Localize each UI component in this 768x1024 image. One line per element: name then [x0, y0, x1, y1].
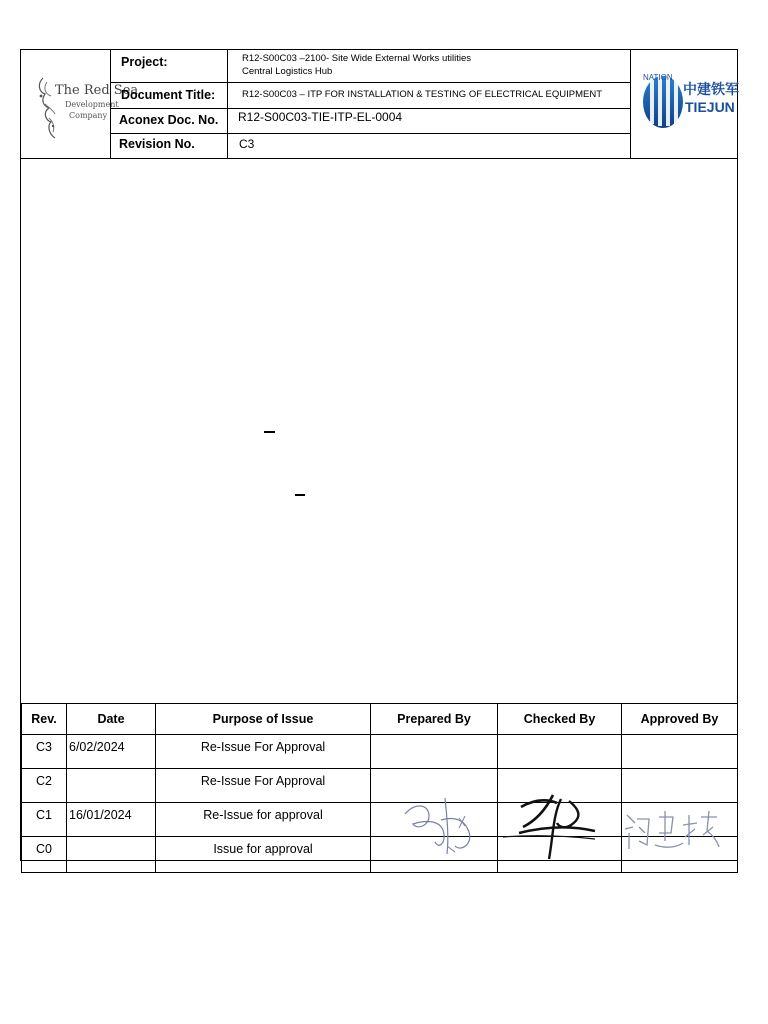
header-divider	[630, 50, 631, 158]
header-bottom-border	[21, 158, 737, 159]
handwritten-signature-prepared	[399, 790, 485, 860]
stray-dash-mark	[295, 494, 305, 496]
rev-cell: C2	[22, 769, 67, 803]
header-divider	[110, 108, 630, 109]
svg-text:The Red Sea: The Red Sea	[55, 83, 139, 98]
svg-text:TIEJUN: TIEJUN	[685, 99, 735, 115]
purpose-cell: Re-Issue For Approval	[156, 769, 371, 803]
purpose-cell: Re-Issue For Approval	[156, 735, 371, 769]
date-cell	[67, 769, 156, 803]
header-divider	[110, 133, 630, 134]
date-cell: 6/02/2024	[67, 735, 156, 769]
project-value-line1: R12-S00C03 –2100- Site Wide External Works utilities	[242, 53, 471, 64]
project-value	[242, 52, 471, 78]
project-value-line2: Central Logistics Hub	[242, 66, 333, 77]
revision-no-value: C3	[239, 137, 255, 151]
document-title-value: R12-S00C03 – ITP FOR INSTALLATION & TESTING OF ELECTRICAL EQUIPMENT	[242, 89, 603, 100]
rev-cell: C3	[22, 735, 67, 769]
red-sea-development-logo	[29, 74, 139, 144]
purpose-cell: Issue for approval	[156, 837, 371, 873]
handwritten-signature-approved-chinese	[621, 805, 725, 855]
svg-text:NATION: NATION	[643, 73, 673, 82]
table-header-row	[22, 704, 738, 735]
col-header-checked-by: Checked By	[498, 704, 622, 735]
svg-text:Company: Company	[69, 111, 108, 120]
checked-by-cell	[498, 735, 622, 769]
stray-dash-mark	[264, 431, 275, 433]
document-frame	[20, 49, 738, 861]
col-header-approved-by: Approved By	[622, 704, 738, 735]
rev-cell: C1	[22, 803, 67, 837]
rev-cell: C0	[22, 837, 67, 873]
svg-text:中建铁军: 中建铁军	[683, 82, 739, 98]
document-title-label: Document Title:	[121, 88, 216, 102]
col-header-date: Date	[67, 704, 156, 735]
col-header-purpose: Purpose of Issue	[156, 704, 371, 735]
aconex-doc-label: Aconex Doc. No.	[119, 113, 219, 127]
aconex-doc-value: R12-S00C03-TIE-ITP-EL-0004	[238, 110, 403, 124]
nation-tiejun-logo	[639, 60, 739, 130]
date-cell	[67, 837, 156, 873]
header-divider	[110, 82, 630, 83]
header-divider	[227, 50, 228, 158]
purpose-cell: Re-Issue for approval	[156, 803, 371, 837]
approved-by-cell	[622, 769, 738, 803]
table-row	[22, 769, 738, 803]
col-header-prepared-by: Prepared By	[371, 704, 498, 735]
table-row	[22, 735, 738, 769]
approved-by-cell	[622, 735, 738, 769]
prepared-by-cell	[371, 735, 498, 769]
svg-text:Development: Development	[65, 100, 119, 109]
date-cell: 16/01/2024	[67, 803, 156, 837]
handwritten-signature-checked	[499, 785, 603, 863]
revision-no-label: Revision No.	[119, 137, 195, 151]
project-label: Project:	[121, 55, 168, 69]
col-header-rev: Rev.	[22, 704, 67, 735]
